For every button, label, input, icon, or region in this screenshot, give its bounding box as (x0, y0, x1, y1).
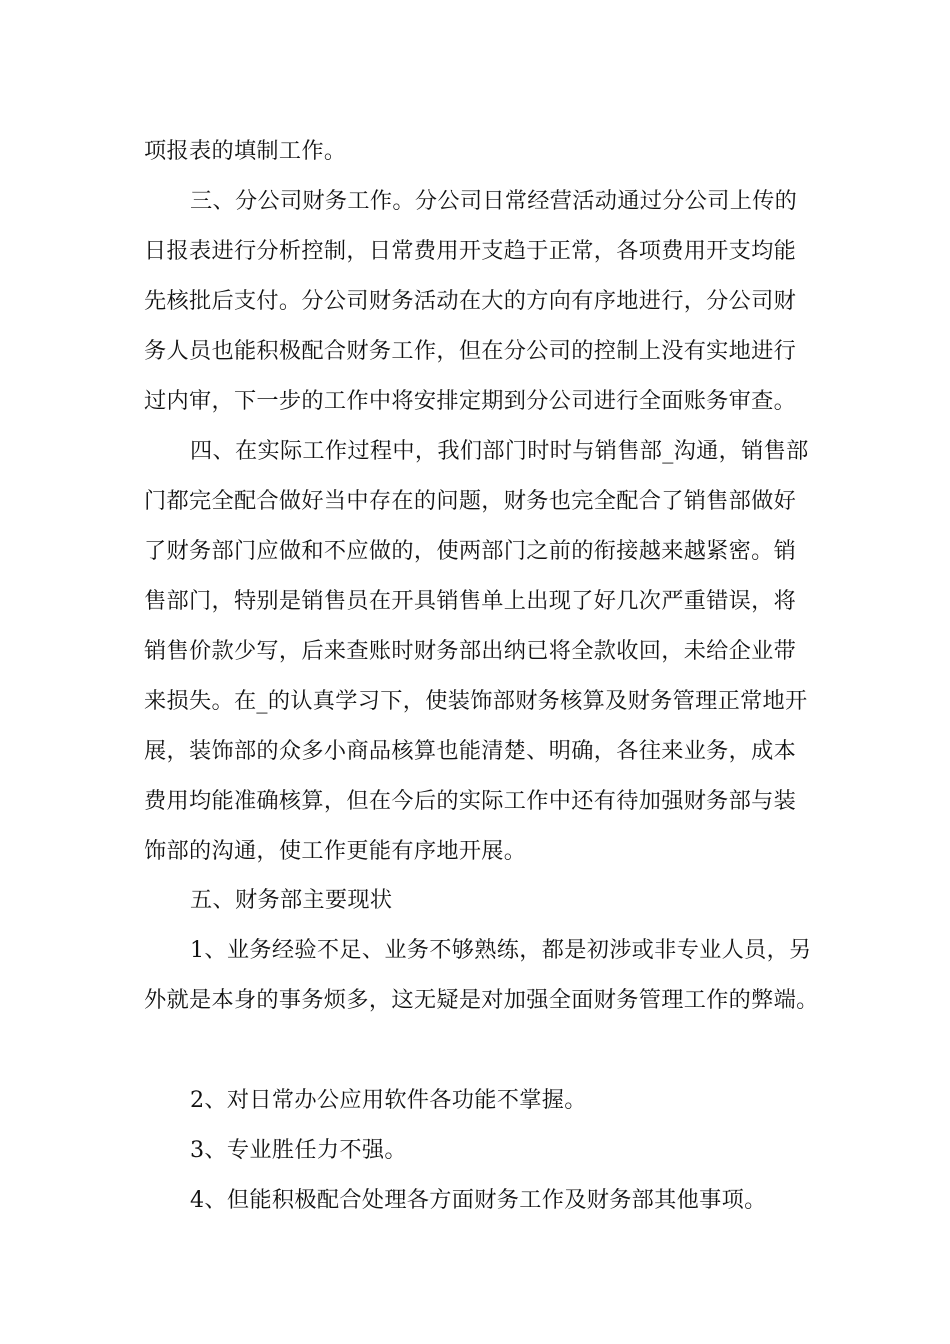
text-line: 过内审，下一步的工作中将安排定期到分公司进行全面账务审查。 (144, 388, 797, 414)
text-line: 展，装饰部的众多小商品核算也能清楚、明确，各往来业务，成本 (144, 738, 797, 764)
text-line: 售部门，特别是销售员在开具销售单上出现了好几次严重错误，将 (144, 588, 797, 614)
text-line: 外就是本身的事务烦多，这无疑是对加强全面财务管理工作的弊端。 (144, 987, 819, 1013)
paragraph-heading-branch-finance: 三、分公司财务工作。分公司日常经营活动通过分公司上传的 (190, 188, 798, 214)
text-line: 费用均能准确核算，但在今后的实际工作中还有待加强财务部与装 (144, 788, 797, 814)
text-line: 日报表进行分析控制，日常费用开支趋于正常，各项费用开支均能 (144, 238, 797, 264)
text-line: 销售价款少写，后来查账时财务部出纳已将全款收回，未给企业带 (144, 638, 797, 664)
text-line: 门都完全配合做好当中存在的问题，财务也完全配合了销售部做好 (144, 488, 797, 514)
text-line: 务人员也能积极配合财务工作，但在分公司的控制上没有实地进行 (144, 338, 797, 364)
text-line: 了财务部门应做和不应做的，使两部门之前的衔接越来越紧密。销 (144, 538, 797, 564)
list-item-3: 3、专业胜任力不强。 (190, 1137, 407, 1163)
list-item-4: 4、但能积极配合处理各方面财务工作及财务部其他事项。 (190, 1187, 767, 1213)
text-line: 项报表的填制工作。 (144, 138, 347, 164)
section-heading-status: 五、财务部主要现状 (190, 887, 393, 913)
list-item-2: 2、对日常办公应用软件各功能不掌握。 (190, 1087, 587, 1113)
text-line: 先核批后支付。分公司财务活动在大的方向有序地进行，分公司财 (144, 288, 797, 314)
list-item-1: 1、业务经验不足、业务不够熟练，都是初涉或非专业人员，另 (190, 937, 812, 963)
text-line: 来损失。在_的认真学习下，使装饰部财务核算及财务管理正常地开 (144, 688, 808, 714)
text-line: 饰部的沟通，使工作更能有序地开展。 (144, 838, 527, 864)
paragraph-heading-work-process: 四、在实际工作过程中，我们部门时时与销售部_沟通，销售部 (190, 438, 809, 464)
